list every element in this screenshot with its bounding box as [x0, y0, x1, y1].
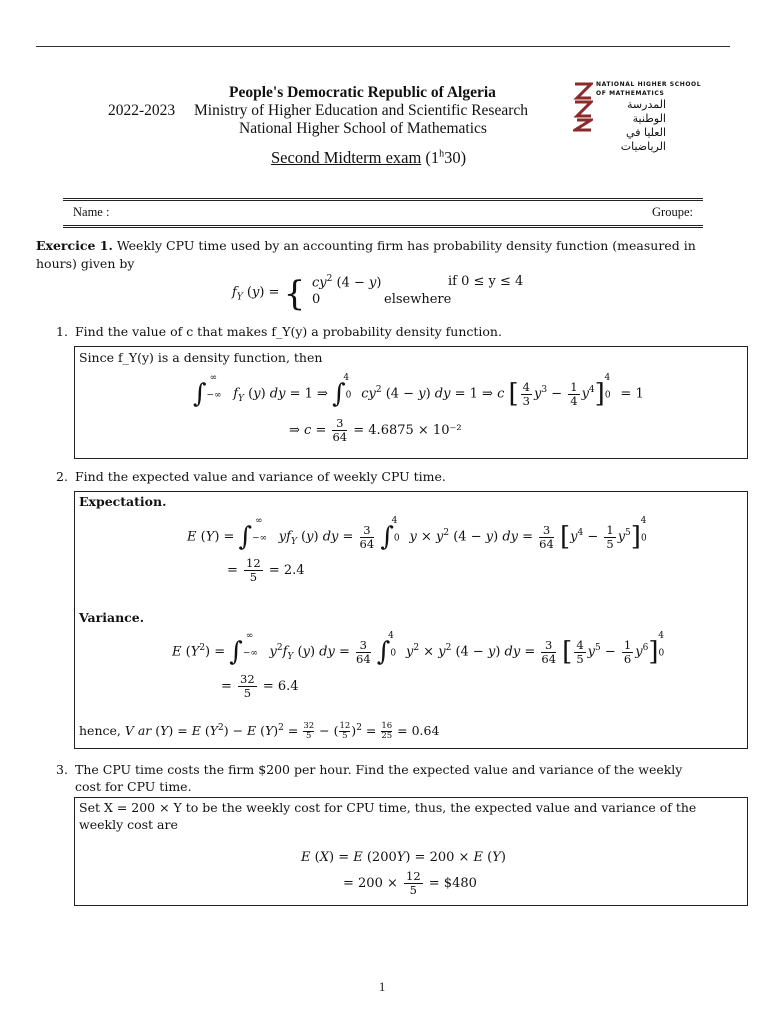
cost-eq: E (X) = E (200Y) = 200 × E (Y)	[301, 850, 506, 865]
q1-integral-eq: ∫−∞∞ $f_Y$ (y) dy = 1 ⇒ $\int 0^4$ $cy^2$ (4 − y) dy = 1 ⇒ c [ $\frac{4}{3}$ $y^3$ − $\frac{1}{4}$ $y^4]0^4 = 1$	[193, 372, 644, 409]
header-country: People's Democratic Republic of Algeria	[229, 84, 496, 101]
q1-answer-box	[74, 346, 748, 459]
q1-text: Find the value of c that makes f_Y(y) a probability density function.	[75, 324, 502, 339]
pdf-cond-1: if 0 ≤ y ≤ 4	[448, 274, 524, 289]
expectation-heading: Expectation.	[79, 494, 167, 509]
school-logo-icon	[573, 82, 593, 132]
q1-answer-intro: Since f_Y(y) is a density function, then	[79, 350, 323, 365]
logo-text-ar: المدرسة الوطنية العليا في الرياضيات	[620, 98, 666, 153]
pdf-case-2: 0	[312, 292, 321, 307]
exercise-intro-cont: hours) given by	[36, 256, 135, 271]
top-rule	[36, 46, 730, 47]
group-label: Groupe:	[652, 205, 693, 219]
header-school: National Higher School of Mathematics	[239, 120, 487, 137]
variance-heading: Variance.	[79, 610, 145, 625]
expectation-result: = $\frac{12}{5}$ = 2.4	[227, 556, 305, 584]
expectation-eq: E (Y) = ∫−∞∞ $yf_Y$ (y) dy = $\frac{3}{64}$ $\int 0^4$ $y \times y^2$ (4 − y) dy = $\frac{3}{64}$ [$y^4$ − $\frac{1}{5}$ $y^5]0^4$	[187, 515, 647, 552]
name-label: Name :	[73, 205, 110, 219]
header-year: 2022-2023	[108, 102, 176, 119]
logo-text-en: NATIONAL HIGHER SCHOOL OF MATHEMATICS	[596, 81, 702, 97]
q1-result: ⇒ c = $\frac{3}{64}$ = 4.6875 × 10⁻²	[289, 416, 462, 444]
q3-answer-line1: Set X = 200 × Y to be the weekly cost for CPU time, thus, the expected value and variance of the	[79, 800, 697, 815]
q2-answer-box	[74, 491, 748, 749]
pdf-cond-2: elsewhere	[384, 292, 452, 307]
q2-text: Find the expected value and variance of weekly CPU time.	[75, 469, 446, 484]
name-group-box	[63, 198, 703, 228]
variance-final: hence, V ar (Y) = E $(Y^2) - E$ $(Y)^2$ = $\frac{32}{5}$ − ( $\frac{12}{5}$ )$^2$ = $\frac{16}{25}$ = 0.64	[79, 721, 440, 741]
q3-answer-line2: weekly cost are	[79, 817, 178, 832]
q3-answer-box	[74, 797, 748, 906]
header-ministry: Ministry of Higher Education and Scientific Research	[194, 102, 529, 119]
q2-number: 2.	[56, 469, 68, 484]
pdf-case-1: $cy^2$ (4 − y)	[312, 274, 382, 291]
pdf-definition: $f_Y$ (y) = {	[232, 274, 306, 314]
exam-title: Second Midterm exam (1$^h$30)	[271, 148, 467, 167]
q3-text: The CPU time costs the firm $200 per hour. Find the expected value and variance of the weekly	[75, 762, 683, 777]
variance-result: = $\frac{32}{5}$ = 6.4	[221, 672, 299, 700]
page-number: 1	[379, 980, 386, 994]
cost-result: = 200 × $\frac{12}{5}$ = $480	[343, 869, 477, 897]
q1-number: 1.	[56, 324, 68, 339]
variance-eq: E $(Y^2) = \int-\infty^\infty$ $y^2f_Y$ (y) dy = $\frac{3}{64}$ $\int 0^4$ $y^2 \times y^2$ (4 − y) dy = $\frac{3}{64}$ [ $\frac{4}{5}$ $y^5$ − $\frac{1}{6}$ $y^6]0^4$	[172, 630, 665, 667]
q3-text-cont: cost for CPU time.	[75, 779, 192, 794]
exercise-intro: Exercice 1. Weekly CPU time used by an accounting firm has probability density function (measured in	[36, 238, 696, 253]
q3-number: 3.	[56, 762, 68, 777]
